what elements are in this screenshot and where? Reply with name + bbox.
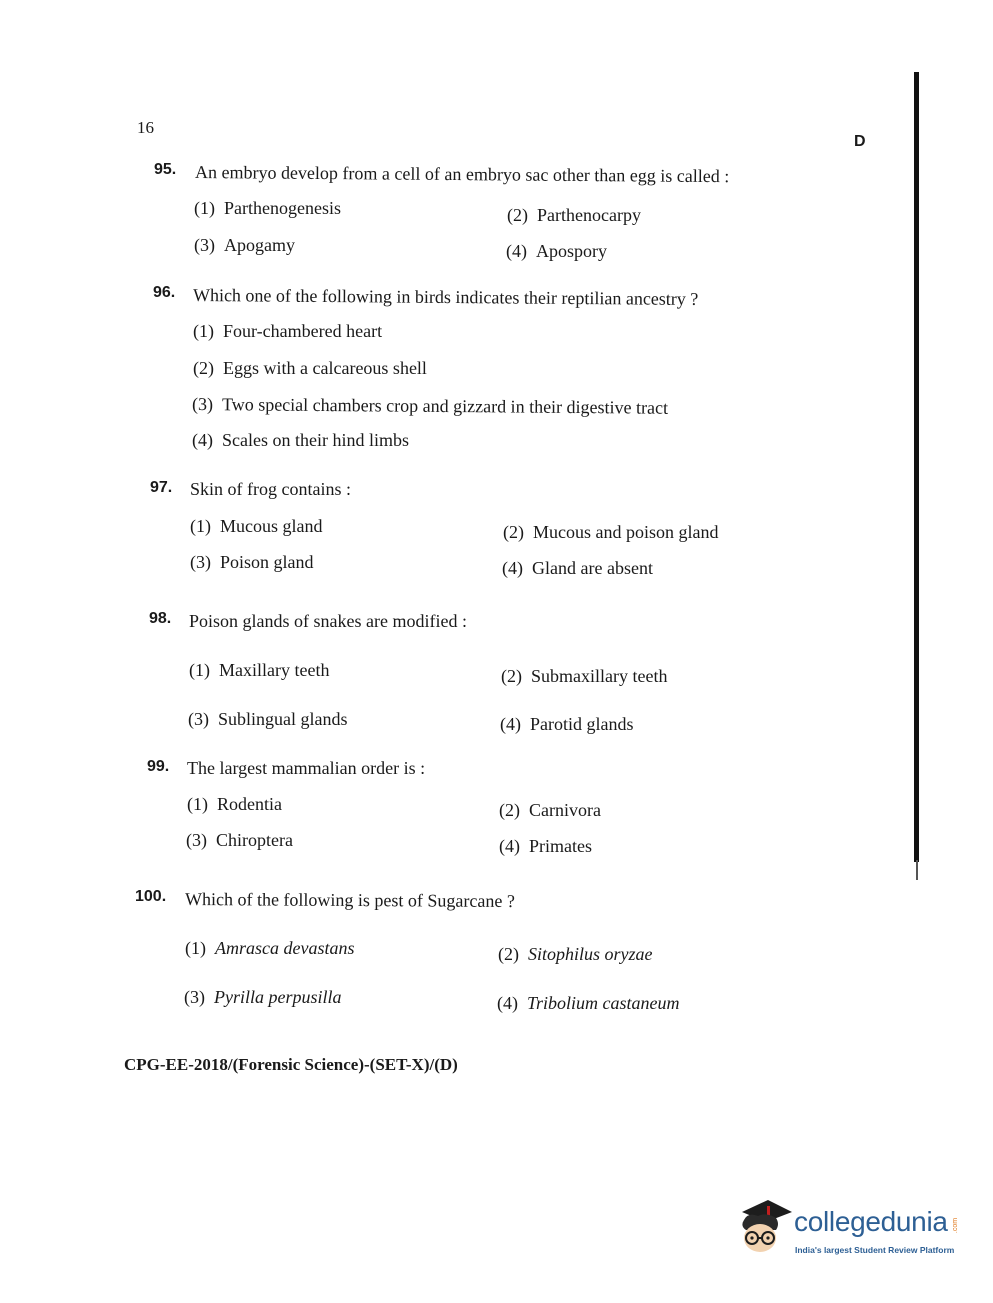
option-97-1: (1) Mucous gland [190,516,323,536]
option-95-3: (3) Apogamy [194,235,295,255]
option-97-2: (2) Mucous and poison gland [503,522,719,542]
option-95-2: (2) Parthenocarpy [507,205,641,225]
option-96-1: (1) Four-chambered heart [193,321,383,341]
option-98-3: (3) Sublingual glands [188,709,348,729]
option-99-1: (1) Rodentia [187,794,282,814]
option-100-3: (3) Pyrilla perpusilla [184,987,342,1007]
collegedunia-mascot-icon [736,1198,794,1258]
option-98-4: (4) Parotid glands [500,714,634,734]
option-100-1: (1) Amrasca devastans [185,938,355,958]
page-number: 16 [137,118,154,137]
option-99-3: (3) Chiroptera [186,830,293,850]
option-97-3: (3) Poison gland [190,552,314,572]
option-98-1: (1) Maxillary teeth [189,660,330,680]
option-96-3: (3) Two special chambers crop and gizzard in their digestive tract [191,394,669,418]
question-number-97: 97. [150,479,173,496]
scan-edge-bar-tail [916,860,918,880]
option-99-2: (2) Carnivora [499,800,601,820]
collegedunia-wordmark: collegedunia [794,1206,948,1237]
question-text-95: An embryo develop from a cell of an embryo sac other than egg is called : [194,162,730,187]
option-95-4: (4) Apospory [506,241,607,261]
scan-edge-bar [914,72,919,862]
option-95-1: (1) Parthenogenesis [194,198,341,218]
option-100-2: (2) Sitophilus oryzae [498,944,653,964]
question-text-100: Which of the following is pest of Sugarcane ? [184,889,515,912]
collegedunia-domain: .com [952,1217,960,1234]
question-text-98: Poison glands of snakes are modified : [189,611,467,631]
option-99-4: (4) Primates [499,836,592,856]
option-100-4: (4) Tribolium castaneum [497,993,680,1013]
question-text-96: Which one of the following in birds indicates their reptilian ancestry ? [192,285,699,309]
question-number-99: 99. [147,758,170,775]
question-number-95: 95. [154,161,177,178]
collegedunia-tagline: India's largest Student Review Platform [795,1245,955,1255]
set-code: D [854,133,866,150]
option-96-2: (2) Eggs with a calcareous shell [193,358,427,378]
question-number-100: 100. [135,888,167,905]
question-text-97: Skin of frog contains : [190,479,351,499]
paper-code-footer: CPG-EE-2018/(Forensic Science)-(SET-X)/(D) [124,1055,458,1074]
option-96-4: (4) Scales on their hind limbs [192,430,409,450]
question-number-98: 98. [149,610,172,627]
option-97-4: (4) Gland are absent [502,558,653,578]
question-number-96: 96. [153,284,176,301]
option-98-2: (2) Submaxillary teeth [501,666,668,686]
question-text-99: The largest mammalian order is : [187,758,426,778]
